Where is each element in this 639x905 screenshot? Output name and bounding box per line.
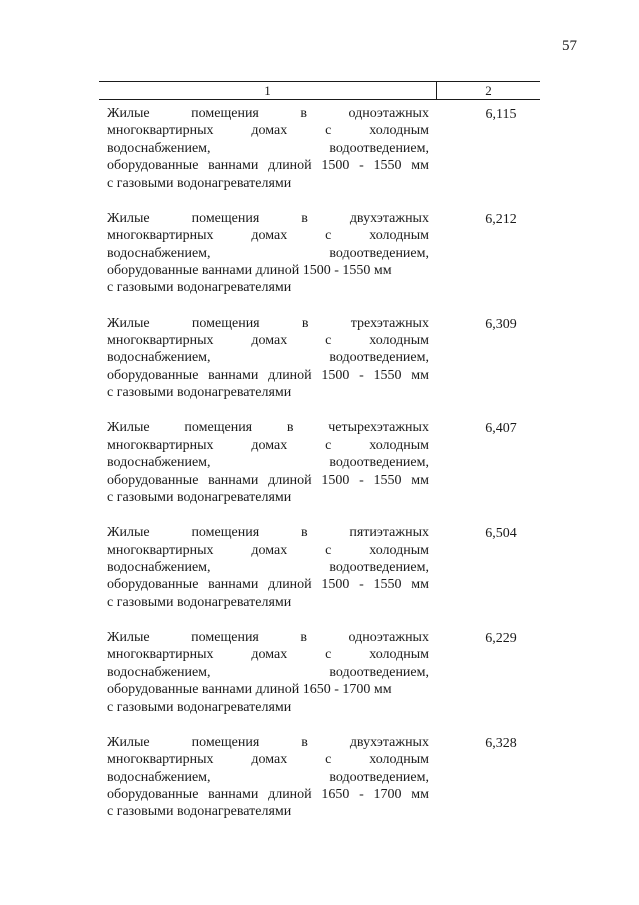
description-word: длиной: [268, 367, 312, 383]
description-word: ваннами: [208, 367, 259, 383]
description-line: [107, 105, 429, 122]
description-word: холодным: [369, 228, 429, 244]
description-word: с газовыми водонагревателями: [107, 175, 292, 191]
description-word: водоотведением,: [329, 140, 429, 156]
description-word: 1500: [321, 472, 350, 488]
description-word: оборудованные: [107, 158, 199, 174]
description-word: в: [301, 210, 308, 226]
description-word: оборудованные ваннами длиной 1500 - 1550 мм: [107, 263, 392, 279]
row-description: [107, 105, 429, 210]
row-description: [107, 629, 429, 734]
description-word: холодным: [369, 647, 429, 663]
description-word: холодным: [369, 123, 429, 139]
description-word: водоснабжением,: [107, 455, 211, 471]
table-row: [99, 734, 540, 839]
description-line: [107, 454, 429, 471]
description-line: [107, 542, 429, 559]
description-word: длиной: [268, 158, 312, 174]
description-word: с газовыми водонагревателями: [107, 699, 292, 715]
description-word: мм: [411, 577, 429, 593]
description-word: домах: [251, 752, 288, 768]
description-line: [107, 140, 429, 157]
description-line: [107, 279, 429, 296]
description-word: 1550: [373, 367, 402, 383]
description-word: водоснабжением,: [107, 140, 211, 156]
description-word: длиной: [268, 787, 312, 802]
description-word: с: [325, 123, 332, 139]
description-word: холодным: [369, 437, 429, 453]
description-line: [107, 349, 429, 366]
description-word: в: [300, 629, 307, 645]
description-line: [107, 157, 429, 174]
description-line: [107, 629, 429, 646]
description-word: помещения: [191, 734, 260, 750]
description-word: помещения: [191, 629, 259, 645]
row-value: 6,115: [485, 107, 517, 122]
description-word: Жилые: [107, 106, 150, 121]
table-row: [99, 629, 540, 734]
description-word: в: [286, 420, 294, 436]
description-line: [107, 524, 429, 541]
description-word: ваннами: [208, 787, 259, 802]
description-word: домах: [251, 333, 288, 348]
description-word: водоснабжением,: [107, 664, 211, 680]
description-word: двухэтажных: [349, 210, 429, 226]
row-description: [107, 419, 429, 524]
description-word: водоснабжением,: [107, 350, 211, 366]
description-word: холодным: [369, 752, 429, 768]
description-word: помещения: [191, 315, 260, 331]
description-word: водоотведением,: [329, 455, 429, 471]
description-word: пятиэтажных: [349, 525, 429, 541]
row-value: 6,328: [485, 735, 517, 751]
description-line: [107, 315, 429, 332]
description-line: [107, 559, 429, 576]
description-word: многоквартирных: [107, 752, 214, 768]
row-description: [107, 315, 429, 420]
page-number: 57: [562, 38, 577, 54]
description-word: 1550: [373, 472, 402, 488]
description-word: помещения: [184, 420, 253, 436]
table-header: [99, 81, 540, 100]
description-line: [107, 681, 429, 698]
description-word: водоснабжением,: [107, 769, 211, 785]
description-line: [107, 419, 429, 436]
description-word: двухэтажных: [349, 734, 429, 750]
description-word: 1550: [373, 158, 402, 174]
description-word: длиной: [268, 472, 312, 488]
description-word: многоквартирных: [107, 228, 214, 244]
description-word: оборудованные: [107, 787, 199, 802]
description-word: длиной: [268, 577, 312, 593]
description-word: -: [359, 367, 364, 383]
description-word: 1500: [321, 577, 350, 593]
description-word: многоквартирных: [107, 333, 214, 348]
description-line: [107, 175, 429, 192]
row-value: 6,407: [485, 421, 517, 437]
description-line: [107, 489, 429, 506]
description-line: [107, 367, 429, 384]
description-word: с: [325, 228, 332, 244]
description-word: водоотведением,: [329, 664, 429, 680]
table-row: [99, 524, 540, 629]
description-word: водоотведением,: [329, 560, 429, 575]
row-description: [107, 210, 429, 315]
description-word: -: [359, 787, 364, 802]
description-word: многоквартирных: [107, 542, 214, 558]
description-line: [107, 262, 429, 279]
description-word: ваннами: [208, 577, 259, 593]
description-word: четырехэтажных: [328, 420, 429, 436]
description-line: [107, 384, 429, 401]
description-line: [107, 803, 429, 820]
description-word: -: [359, 158, 364, 174]
description-word: в: [300, 525, 308, 541]
description-line: [107, 664, 429, 681]
description-word: домах: [251, 542, 288, 558]
description-word: Жилые: [107, 525, 150, 541]
table-row: [99, 210, 540, 315]
description-line: [107, 245, 429, 262]
description-word: оборудованные: [107, 577, 199, 593]
description-word: с: [325, 647, 332, 663]
description-word: многоквартирных: [107, 647, 214, 663]
column-header-1: 1: [99, 82, 437, 99]
description-word: домах: [251, 123, 288, 139]
description-word: одноэтажных: [348, 629, 429, 645]
description-word: мм: [411, 367, 429, 383]
description-line: [107, 769, 429, 786]
description-line: [107, 210, 429, 227]
row-value: 6,212: [485, 211, 517, 227]
description-line: [107, 437, 429, 454]
row-description: [107, 524, 429, 629]
row-value: 6,229: [485, 630, 517, 646]
description-word: ваннами: [208, 158, 259, 174]
table-body: [99, 100, 540, 839]
description-word: -: [359, 472, 364, 488]
row-description: [107, 734, 429, 839]
description-word: мм: [411, 472, 429, 488]
description-word: с газовыми водонагревателями: [107, 280, 292, 296]
tariff-table: [99, 81, 540, 839]
description-word: с газовыми водонагревателями: [107, 490, 292, 506]
description-line: [107, 576, 429, 593]
description-word: с: [325, 333, 332, 348]
description-word: 1500: [321, 158, 350, 174]
description-word: водоотведением,: [329, 769, 429, 785]
description-word: домах: [251, 647, 288, 663]
description-word: 1550: [373, 577, 402, 593]
description-word: 1650: [321, 787, 350, 802]
description-word: Жилые: [107, 629, 150, 645]
description-word: холодным: [369, 542, 429, 558]
row-value: 6,309: [485, 316, 517, 332]
description-word: Жилые: [107, 210, 150, 226]
description-word: трехэтажных: [350, 315, 429, 331]
description-word: -: [359, 577, 364, 593]
description-word: 1500: [321, 367, 350, 383]
description-word: водоотведением,: [329, 245, 429, 261]
description-word: оборудованные: [107, 367, 199, 383]
description-word: в: [300, 106, 307, 121]
description-word: с: [325, 437, 332, 453]
description-word: домах: [251, 228, 288, 244]
description-word: водоотведением,: [329, 350, 429, 366]
description-word: с газовыми водонагревателями: [107, 804, 292, 820]
description-word: с: [325, 752, 332, 768]
description-word: с газовыми водонагревателями: [107, 594, 292, 610]
description-line: [107, 472, 429, 489]
description-word: оборудованные ваннами длиной 1650 - 1700 мм: [107, 682, 392, 698]
description-line: [107, 699, 429, 716]
description-word: помещения: [191, 106, 259, 121]
table-row: [99, 315, 540, 420]
description-word: многоквартирных: [107, 123, 214, 139]
description-word: одноэтажных: [348, 106, 429, 121]
description-word: многоквартирных: [107, 437, 214, 453]
column-header-2: 2: [485, 83, 492, 98]
description-word: холодным: [369, 333, 429, 348]
row-value: 6,504: [485, 526, 517, 542]
description-line: [107, 227, 429, 244]
description-word: ваннами: [208, 472, 259, 488]
description-word: Жилые: [107, 420, 150, 436]
description-line: [107, 646, 429, 663]
description-word: в: [301, 315, 309, 331]
description-word: оборудованные: [107, 472, 199, 488]
description-line: [107, 122, 429, 139]
description-line: [107, 751, 429, 768]
description-line: [107, 786, 429, 803]
table-row: [99, 105, 540, 210]
description-word: Жилые: [107, 315, 150, 331]
description-word: мм: [411, 158, 429, 174]
description-word: водоснабжением,: [107, 560, 211, 575]
description-word: в: [301, 734, 308, 750]
description-word: с: [325, 542, 332, 558]
description-line: [107, 594, 429, 611]
description-word: 1700: [373, 787, 402, 802]
description-word: помещения: [191, 525, 260, 541]
description-word: мм: [411, 787, 429, 802]
description-word: помещения: [191, 210, 260, 226]
description-word: водоснабжением,: [107, 245, 211, 261]
table-row: [99, 419, 540, 524]
description-line: [107, 734, 429, 751]
description-word: Жилые: [107, 734, 150, 750]
description-line: [107, 332, 429, 349]
description-word: домах: [251, 437, 288, 453]
description-word: с газовыми водонагревателями: [107, 385, 292, 401]
